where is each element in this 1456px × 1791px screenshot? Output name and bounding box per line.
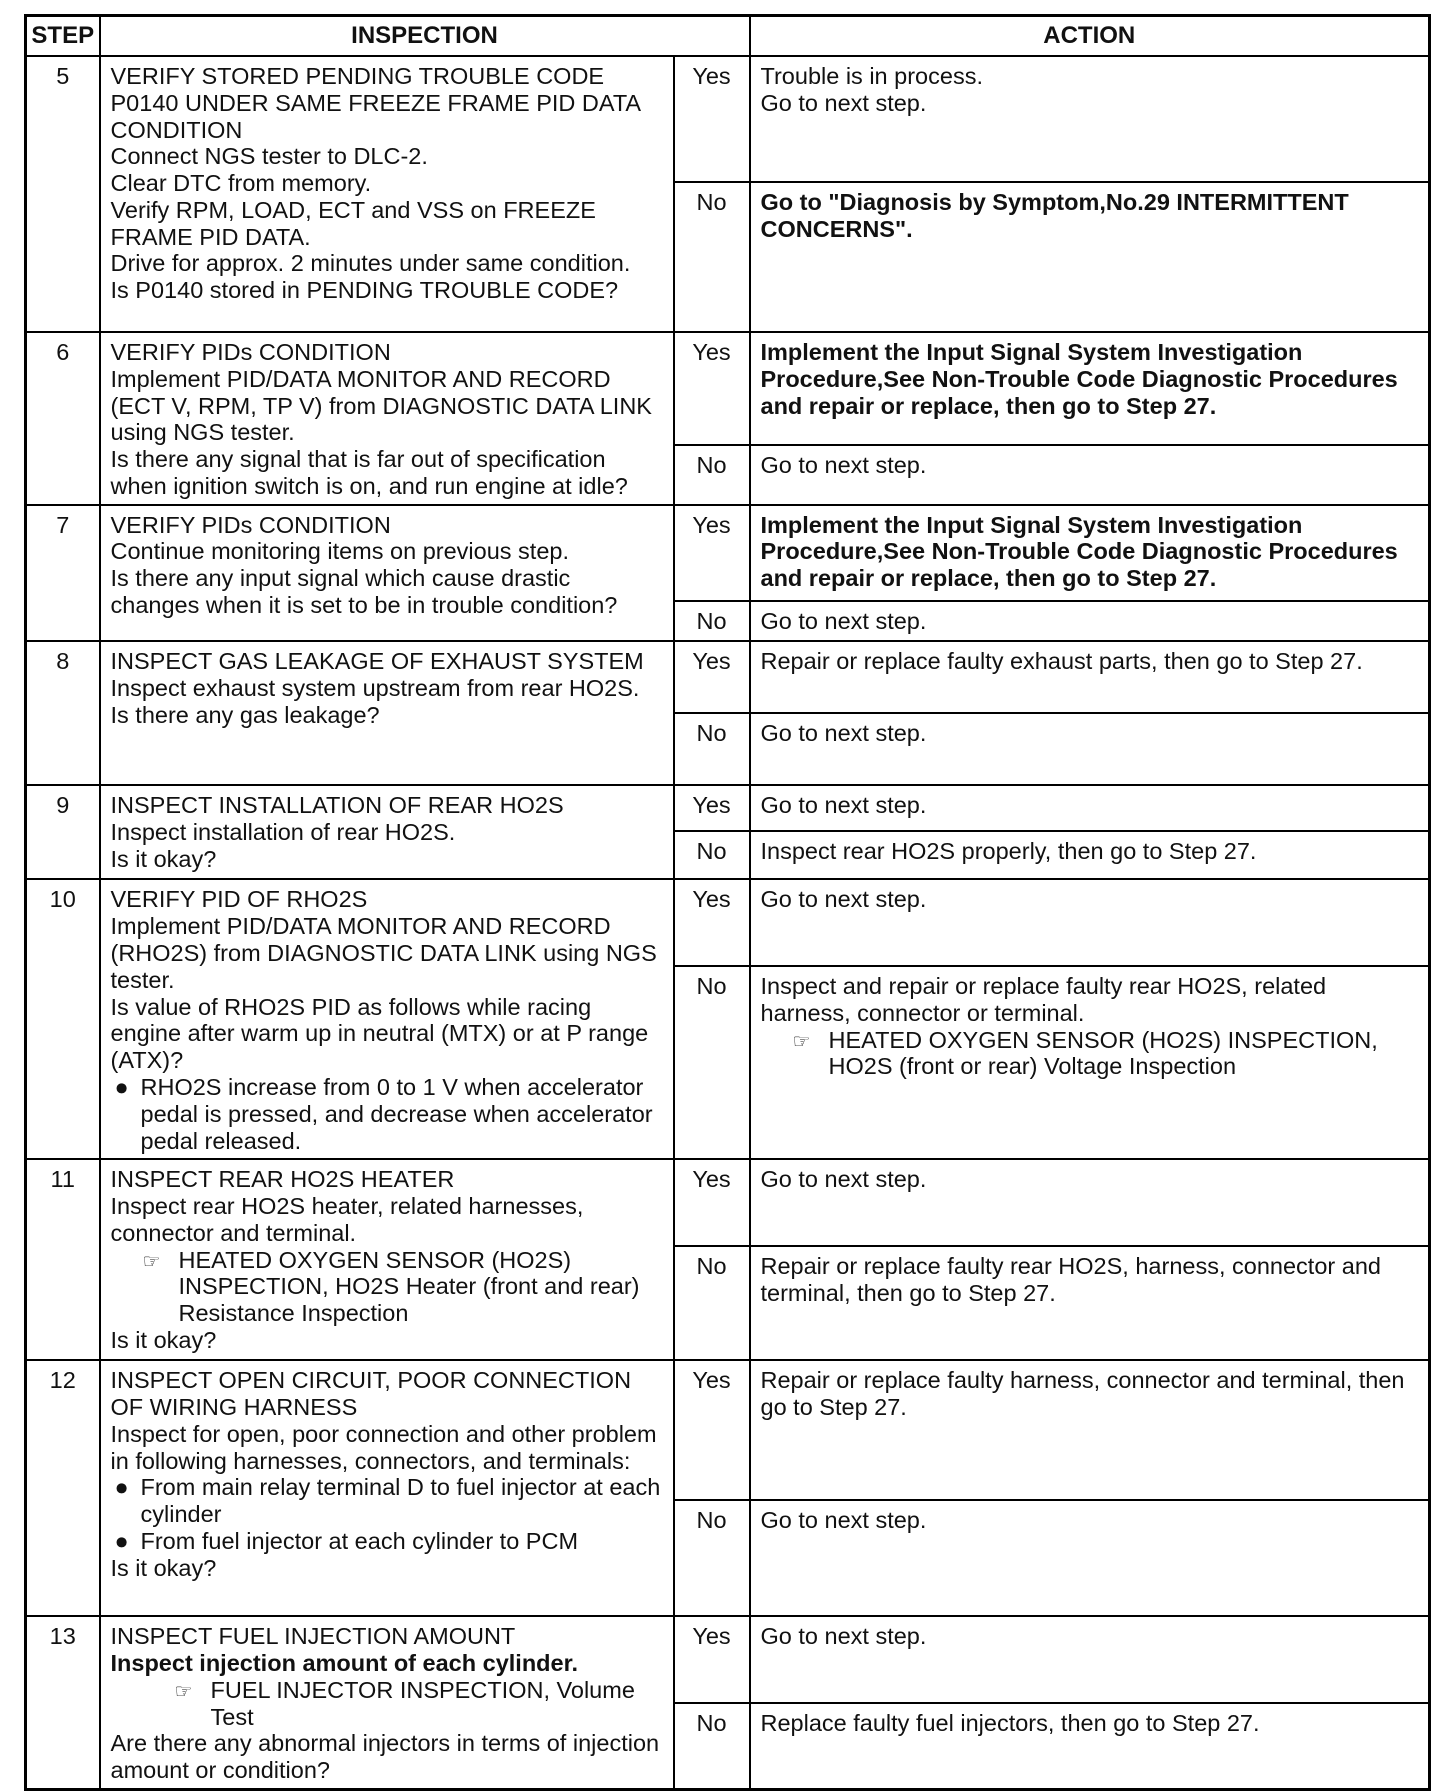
inspection-line: Verify RPM, LOAD, ECT and VSS on FREEZE FRAME PID DATA.: [110, 196, 596, 250]
inspection-line: Inspect injection amount of each cylinder.: [110, 1650, 578, 1677]
yes-label: Yes: [674, 505, 750, 601]
yes-label: Yes: [674, 641, 750, 713]
diagnostic-table: [24, 14, 1431, 1791]
action-line: Inspect and repair or replace faulty rear HO2S, related harness, connector or terminal.: [760, 973, 1327, 1026]
step-number: 8: [26, 641, 100, 785]
inspection-title: INSPECT FUEL INJECTION AMOUNT: [110, 1623, 516, 1650]
yes-label: Yes: [674, 1159, 750, 1246]
inspection-line: Inspect installation of rear HO2S.: [110, 819, 456, 846]
table-header-row: [26, 16, 1430, 57]
no-label: No: [674, 182, 750, 332]
header-inspection: INSPECTION: [100, 16, 750, 57]
inspection-cell: [100, 641, 674, 785]
inspection-title: VERIFY PID OF RHO2S: [110, 886, 368, 913]
reference-text: FUEL INJECTOR INSPECTION, Volume Test: [210, 1676, 635, 1730]
action-line: Trouble is in process.: [760, 63, 983, 89]
inspection-question: Is it okay?: [110, 1554, 217, 1581]
reference-text: HEATED OXYGEN SENSOR (HO2S) INSPECTION, HO2S (front or rear) Voltage Inspection: [828, 1026, 1378, 1080]
yes-action: Implement the Input Signal System Investigation Procedure,See Non-Trouble Code Diagnostic Procedures and repair or replace, then go to Step 27.: [750, 505, 1430, 601]
inspection-title: VERIFY STORED PENDING TROUBLE CODE P0140 UNDER SAME FREEZE FRAME PID DATA CONDITION: [110, 63, 640, 143]
no-label: No: [674, 713, 750, 785]
step-number: 13: [26, 1616, 100, 1789]
bullet-item: [111, 1528, 665, 1555]
bullet-item: [111, 1474, 665, 1528]
yes-action: Repair or replace faulty exhaust parts, then go to Step 27.: [750, 641, 1430, 713]
inspection-cell: [100, 1360, 674, 1616]
pointing-hand-icon: ☞: [142, 1250, 161, 1273]
inspection-title: INSPECT OPEN CIRCUIT, POOR CONNECTION OF WIRING HARNESS: [110, 1367, 632, 1421]
bullet-item: [111, 1074, 665, 1154]
bullet-icon: ●: [114, 1527, 129, 1554]
table-row: [26, 1159, 1430, 1246]
no-action: Go to next step.: [750, 1500, 1430, 1616]
inspection-cell: [100, 1159, 674, 1360]
no-label: No: [674, 966, 750, 1159]
bullet-text: From fuel injector at each cylinder to PCM: [140, 1527, 579, 1554]
table-row: [26, 505, 1430, 601]
inspection-line: Inspect rear HO2S heater, related harnesses, connector and terminal.: [110, 1193, 584, 1246]
yes-action: Go to next step.: [750, 1159, 1430, 1246]
step-number: 10: [26, 879, 100, 1159]
step-number: 5: [26, 56, 100, 332]
inspection-question: Is value of RHO2S PID as follows while racing engine after warm up in neutral (MTX) or at P range (ATX)?: [110, 993, 649, 1074]
table-row: [26, 641, 1430, 713]
inspection-question: Is P0140 stored in PENDING TROUBLE CODE?: [110, 277, 619, 304]
table-row: [26, 785, 1430, 831]
yes-action: Go to next step.: [750, 879, 1430, 966]
yes-action: Repair or replace faulty harness, connector and terminal, then go to Step 27.: [750, 1360, 1430, 1500]
inspection-cell: [100, 56, 674, 332]
no-action: Repair or replace faulty rear HO2S, harness, connector and terminal, then go to Step 27.: [750, 1246, 1430, 1360]
bullet-text: From main relay terminal D to fuel injector at each cylinder: [140, 1474, 661, 1528]
no-label: No: [674, 601, 750, 642]
header-action: ACTION: [750, 16, 1430, 57]
inspection-cell: [100, 505, 674, 642]
inspection-line: Implement PID/DATA MONITOR AND RECORD (ECT V, RPM, TP V) from DIAGNOSTIC DATA LINK using NGS tester.: [110, 365, 652, 446]
no-label: No: [674, 1246, 750, 1360]
reference-item: [761, 1027, 1421, 1081]
yes-label: Yes: [674, 879, 750, 966]
table-row: [26, 1616, 1430, 1703]
inspection-line: Clear DTC from memory.: [110, 170, 372, 197]
no-action: Go to next step.: [750, 601, 1430, 642]
inspection-cell: [100, 332, 674, 505]
yes-action: Go to next step.: [750, 785, 1430, 831]
pointing-hand-icon: ☞: [792, 1030, 811, 1053]
yes-action: Implement the Input Signal System Investigation Procedure,See Non-Trouble Code Diagnostic Procedures and repair or replace, then go to Step 27.: [750, 332, 1430, 445]
inspection-line: Inspect for open, poor connection and other problem in following harnesses, connectors, and terminals:: [110, 1420, 657, 1474]
inspection-cell: [100, 785, 674, 879]
step-number: 9: [26, 785, 100, 879]
inspection-question: Is there any gas leakage?: [110, 702, 380, 729]
step-number: 6: [26, 332, 100, 505]
bullet-text: RHO2S increase from 0 to 1 V when accelerator pedal is pressed, and decrease when accelerator pedal released.: [140, 1073, 653, 1154]
table-row: [26, 1360, 1430, 1500]
no-label: No: [674, 1703, 750, 1790]
inspection-title: INSPECT INSTALLATION OF REAR HO2S: [110, 792, 564, 819]
inspection-cell: [100, 1616, 674, 1789]
step-number: 7: [26, 505, 100, 642]
inspection-line: Implement PID/DATA MONITOR AND RECORD (RHO2S) from DIAGNOSTIC DATA LINK using NGS tester.: [110, 913, 657, 993]
reference-item: [111, 1677, 665, 1731]
inspection-line: Continue monitoring items on previous step.: [110, 538, 569, 565]
no-action: Inspect rear HO2S properly, then go to Step 27.: [750, 831, 1430, 879]
yes-label: Yes: [674, 1616, 750, 1703]
diagnostic-procedure-sheet: [24, 14, 1428, 1791]
inspection-line: Inspect exhaust system upstream from rear HO2S.: [110, 675, 640, 702]
yes-action: Go to next step.: [750, 1616, 1430, 1703]
step-number: 11: [26, 1159, 100, 1360]
no-action: Go to next step.: [750, 445, 1430, 504]
inspection-title: VERIFY PIDs CONDITION: [110, 339, 391, 365]
inspection-question: Is there any input signal which cause drastic changes when it is set to be in trouble condition?: [110, 565, 618, 619]
yes-label: Yes: [674, 1360, 750, 1500]
inspection-title: INSPECT REAR HO2S HEATER: [110, 1166, 455, 1193]
bullet-icon: ●: [114, 1474, 129, 1501]
pointing-hand-icon: ☞: [174, 1680, 193, 1703]
inspection-question: Is there any signal that is far out of specification when ignition switch is on, and run engine at idle?: [110, 446, 628, 499]
reference-item: [111, 1247, 665, 1327]
no-label: No: [674, 1500, 750, 1616]
no-label: No: [674, 831, 750, 879]
inspection-title: VERIFY PIDs CONDITION: [110, 511, 391, 538]
inspection-line: Connect NGS tester to DLC-2.: [110, 143, 428, 170]
action-line: Go to next step.: [760, 89, 927, 116]
reference-text: HEATED OXYGEN SENSOR (HO2S) INSPECTION, HO2S Heater (front and rear) Resistance Inspection: [178, 1246, 640, 1327]
no-action: Go to next step.: [750, 713, 1430, 785]
inspection-cell: [100, 879, 674, 1159]
table-row: [26, 56, 1430, 182]
no-action: [750, 966, 1430, 1159]
yes-label: Yes: [674, 56, 750, 182]
no-action: Replace faulty fuel injectors, then go to Step 27.: [750, 1703, 1430, 1790]
yes-action: [750, 56, 1430, 182]
inspection-line: Drive for approx. 2 minutes under same condition.: [110, 250, 631, 277]
inspection-title: INSPECT GAS LEAKAGE OF EXHAUST SYSTEM: [110, 648, 644, 675]
inspection-question: Is it okay?: [110, 1326, 217, 1353]
table-row: [26, 332, 1430, 445]
inspection-question: Are there any abnormal injectors in terms of injection amount or condition?: [110, 1730, 660, 1784]
no-label: No: [674, 445, 750, 504]
bullet-icon: ●: [114, 1073, 129, 1100]
step-number: 12: [26, 1360, 100, 1616]
yes-label: Yes: [674, 785, 750, 831]
header-step: STEP: [26, 16, 100, 57]
no-action: Go to "Diagnosis by Symptom,No.29 INTERMITTENT CONCERNS".: [750, 182, 1430, 332]
table-row: [26, 879, 1430, 966]
yes-label: Yes: [674, 332, 750, 445]
inspection-question: Is it okay?: [110, 846, 217, 873]
